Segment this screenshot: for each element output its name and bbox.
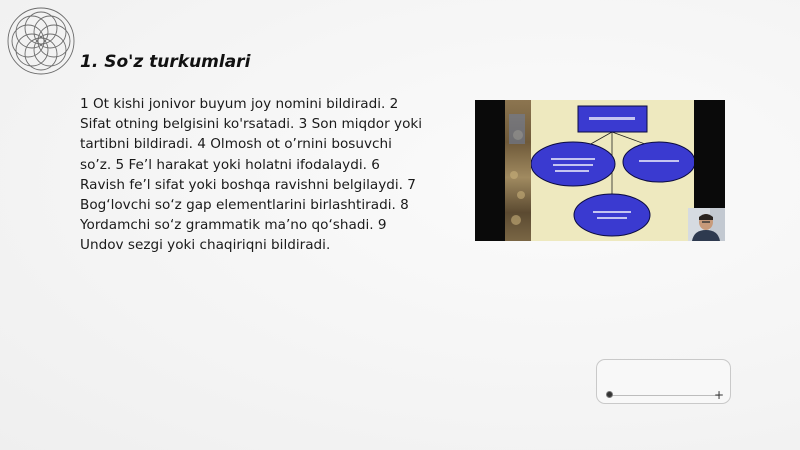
spirograph-logo-icon	[4, 4, 78, 78]
scrubber-track[interactable]	[609, 395, 719, 396]
presenter-webcam	[688, 208, 725, 241]
slider-knob-icon[interactable]	[606, 391, 613, 398]
plus-icon[interactable]: +	[714, 388, 725, 402]
diagram-illustration	[531, 100, 694, 241]
video-letterbox-left	[475, 100, 505, 241]
media-scrubber-control[interactable]	[596, 359, 731, 404]
slide-title: 1. So'z turkumlari	[80, 52, 251, 72]
video-thumbnail[interactable]	[475, 100, 725, 241]
slide-body-text: 1 Ot kishi jonivor buyum joy nomini bildiradi. 2 Sifat otning belgisini ko'rsatadi. 3 Son miqdor yoki tartibni bildiradi. 4 Olmosh ot o’rnini bosuvchi so’z. 5 Fe’l harakat yoki holatni ifodalaydi. 6 Ravish fe’l sifat yoki boshqa ravishni belgilaydi. 7 Bog‘lovchi so‘z gap elementlarini birlashtiradi. 8 Yordamchi so‘z grammatik ma’no qo‘shadi. 9 Undov sezgi yoki chaqiriqni bildiradi.	[80, 96, 423, 254]
video-ornament-strip	[505, 100, 531, 241]
